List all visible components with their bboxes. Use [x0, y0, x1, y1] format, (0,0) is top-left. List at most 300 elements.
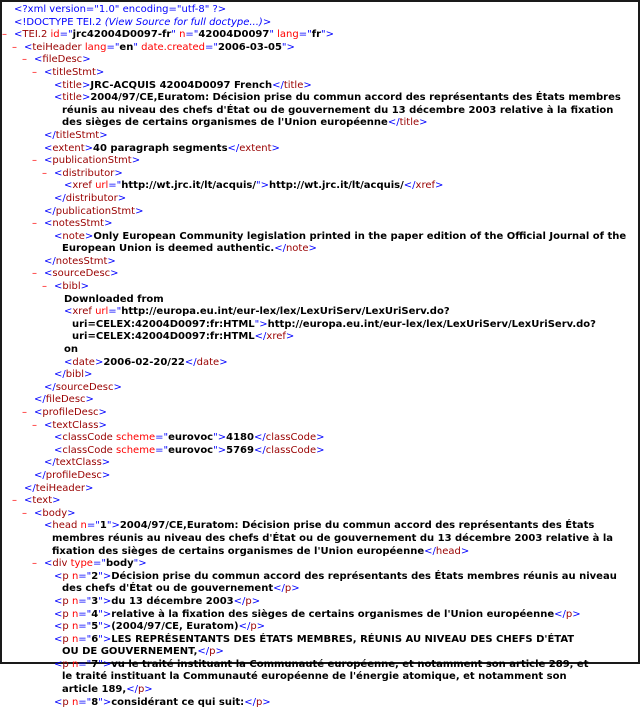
collapse-toggle-textclass[interactable]: –: [32, 419, 37, 431]
xml-attr-name: date.created: [141, 41, 205, 53]
xml-bracket: </: [197, 646, 210, 658]
xml-text: Only European Community legislation printed in the paper edition of the Official Journal of the European Union is deemed authentic.: [62, 230, 627, 255]
text-on: [6, 344, 636, 357]
xml-bracket: <: [54, 432, 63, 444]
node-xref-distributor: [6, 180, 636, 193]
xml-bracket: <: [44, 419, 53, 431]
xml-bracket: </: [184, 356, 197, 368]
xml-text: du 13 décembre 2003: [111, 595, 234, 607]
xml-bracket: </: [233, 595, 246, 607]
xml-bracket: <: [54, 621, 63, 633]
xml-bracket: >: [131, 155, 141, 167]
xml-attr-name: scheme: [116, 432, 156, 444]
xml-bracket: =": [108, 306, 122, 318]
node-teiheader-close: [6, 483, 636, 496]
xml-attr-name: type: [70, 558, 93, 570]
xml-bracket: =": [78, 595, 92, 607]
xml-bracket: =": [92, 558, 106, 570]
xml-bracket: ">: [254, 318, 268, 330]
xml-bracket: ">: [98, 595, 112, 607]
node-classcode-1: [6, 432, 636, 445]
xml-bracket: <: [24, 495, 33, 507]
xml-bracket: </: [44, 381, 56, 393]
paragraph-3: [6, 596, 636, 609]
xml-bracket: >: [114, 167, 123, 179]
xml-attr-value: 8: [91, 696, 99, 708]
xml-bracket: <: [44, 66, 53, 78]
xml-tag-name: xref: [72, 306, 92, 318]
collapse-toggle-sourcedesc[interactable]: –: [32, 268, 37, 280]
xml-bracket: ": [269, 29, 274, 41]
node-div: [6, 558, 636, 571]
xml-bracket: >: [460, 545, 470, 557]
xml-bracket: >: [219, 356, 228, 368]
xml-tag-name: textClass: [55, 457, 102, 469]
xml-tag-name: title: [399, 117, 420, 129]
xml-bracket: <: [44, 558, 53, 570]
xml-tag-name: publicationStmt: [52, 155, 132, 167]
xml-text: JRC-ACQUIS 42004D0097 French: [90, 79, 273, 91]
xml-bracket: =": [78, 570, 92, 582]
xml-tag-name: xref: [415, 180, 436, 192]
xml-bracket: <: [44, 155, 53, 167]
xml-bracket: ">: [281, 41, 295, 53]
node-titlestmt: [6, 67, 636, 80]
xml-bracket: >: [95, 66, 105, 78]
xml-bracket: =": [204, 41, 218, 53]
xml-tag-name: publicationStmt: [55, 205, 136, 217]
collapse-toggle-teiheader[interactable]: –: [12, 41, 17, 53]
xml-attr-value: 2006-03-05: [217, 41, 282, 53]
text-downloaded-from: [6, 294, 636, 307]
xml-attr-name: lang: [84, 41, 107, 53]
xml-bracket: >: [285, 331, 295, 343]
paragraph-6: [6, 634, 636, 659]
xml-text: http://europa.eu.int/eur-lex/lex/LexUriServ/LexUriServ.do?: [267, 318, 596, 330]
xml-bracket: </: [44, 129, 56, 141]
xml-attr-value: fr: [311, 29, 322, 41]
xml-bracket: <: [54, 92, 63, 104]
xml-bracket: >: [107, 255, 116, 267]
xml-text: http://wt.jrc.it/lt/acquis/: [269, 180, 404, 192]
xml-bracket: </: [44, 457, 56, 469]
xml-attr-value: 6: [91, 633, 99, 645]
xml-tag-name: teiHeader: [35, 482, 86, 494]
xml-tag-name: p: [250, 621, 257, 633]
xml-attr-value: 5: [91, 621, 99, 633]
xml-bracket: <: [54, 608, 63, 620]
xml-bracket: =": [78, 696, 92, 708]
xml-bracket: >: [80, 281, 90, 293]
xml-bracket: </: [253, 444, 266, 456]
xml-bracket: >: [256, 621, 266, 633]
xml-bracket: </: [126, 684, 138, 696]
xml-bracket: >: [144, 684, 153, 696]
xml-bracket: =": [86, 520, 100, 532]
xml-tag-name: p: [62, 570, 69, 582]
collapse-toggle-text[interactable]: –: [12, 495, 17, 507]
xml-tag-name: xref: [72, 180, 92, 192]
xml-tag-name: note: [62, 230, 85, 242]
xml-tag-name: body: [42, 507, 68, 519]
xml-attr-name: lang: [277, 29, 299, 41]
xml-tag-name: textClass: [52, 419, 99, 431]
xml-bracket: <: [54, 570, 63, 582]
xml-attr-name: n: [179, 29, 186, 41]
xml-bracket: >: [572, 608, 581, 620]
xml-bracket: ">: [98, 658, 112, 670]
xml-bracket: >: [84, 369, 93, 381]
xml-text: considérant ce qui suit:: [111, 696, 245, 708]
node-note: [6, 231, 636, 256]
xml-tag-name: sourceDesc: [55, 381, 114, 393]
xml-attr-name: id: [50, 29, 60, 41]
xml-attr-value: http://europa.eu.int/eur-lex/lex/LexUriServ/LexUriServ.do?: [121, 306, 450, 318]
xml-attr-name: url: [95, 306, 109, 318]
xml-bracket: </: [54, 192, 66, 204]
xml-text: vu le traité instituant la Communauté européenne, et notamment son article 289, et le traité instituant la Communauté européenne de l'énergie atomique, et notamment son article 189,: [62, 658, 589, 696]
xml-attr-name: url: [95, 180, 109, 192]
xml-bracket: ">: [256, 180, 270, 192]
xml-bracket: <: [54, 79, 63, 91]
xml-tag-name: xref: [266, 331, 286, 343]
node-filedesc-close: [6, 394, 636, 407]
paragraph-4: [6, 609, 636, 622]
xml-bracket: >: [135, 205, 144, 217]
xml-bracket: ": [133, 41, 138, 53]
node-profiledesc: [6, 407, 636, 420]
xml-bracket: >: [262, 696, 271, 708]
node-textclass-close: [6, 457, 636, 470]
xml-tag-name: extent: [239, 142, 272, 154]
xml-bracket: <: [44, 142, 53, 154]
xml-bracket: ">: [133, 558, 147, 570]
xml-bracket: <: [54, 595, 63, 607]
xml-bracket: >: [271, 142, 280, 154]
xml-text: 4180: [226, 432, 254, 444]
node-profiledesc-close: [6, 470, 636, 483]
xml-tag-name: sourceDesc: [52, 268, 111, 280]
paragraph-7: [6, 659, 636, 697]
xml-bracket: >: [94, 356, 104, 368]
xml-bracket: ">: [98, 570, 112, 582]
xml-attr-value: en: [119, 41, 134, 53]
xml-bracket: >: [101, 457, 111, 469]
xml-attr-value: eurovoc: [168, 444, 214, 456]
node-tei: [2, 29, 636, 42]
xml-bracket: ">: [321, 29, 334, 41]
xml-text: on: [64, 344, 78, 356]
node-publicationstmt-close: [6, 206, 636, 219]
node-bibl: [6, 281, 636, 294]
xml-tag-name: title: [62, 79, 82, 91]
xml-bracket: <: [54, 281, 63, 293]
xml-bracket: </: [254, 331, 267, 343]
xml-tag-name: p: [62, 608, 69, 620]
collapse-toggle-bibl[interactable]: –: [42, 281, 47, 293]
xml-bracket: >: [81, 92, 91, 104]
xml-attr-value: 42004D0097: [198, 29, 270, 41]
xml-text: relative à la fixation des sièges de certains organismes de l'Union européenne: [111, 608, 555, 620]
xml-tag-name: date: [72, 356, 95, 368]
xml-tag-name: title: [62, 92, 82, 104]
xml-attr-name: scheme: [116, 444, 156, 456]
xml-attr-name: n: [71, 570, 79, 582]
xml-bracket: <: [54, 633, 63, 645]
collapse-toggle-publicationstmt[interactable]: –: [32, 155, 37, 167]
xml-bracket: </: [227, 142, 240, 154]
xml-bracket: >: [84, 142, 94, 154]
collapse-toggle-distributor[interactable]: –: [42, 167, 47, 179]
xml-text: LES REPRÉSENTANTS DES ÉTATS MEMBRES, RÉUNIS AU NIVEAU DES CHEFS D'ÉTAT OU DE GOUVERNEMENT,: [62, 633, 575, 658]
xml-tag-name: text: [32, 495, 53, 507]
xml-attr-value: jrc42004D0097-fr: [72, 29, 172, 41]
xml-bracket: <: [54, 696, 63, 708]
collapse-toggle-notesstmt[interactable]: –: [32, 218, 37, 230]
xml-tag-name: TEI.2: [22, 29, 48, 41]
xml-attr-value: 1: [99, 520, 107, 532]
xml-bracket: </: [387, 117, 400, 129]
doctype-line: <!DOCTYPE TEI.2 (View Source for full doctype...)>: [14, 16, 272, 28]
xml-tag-name: titleStmt: [52, 66, 96, 78]
xml-tag-name: classCode: [265, 432, 317, 444]
xml-attr-name: n: [80, 520, 87, 532]
xml-tag-name: notesStmt: [55, 255, 108, 267]
node-distributor-close: [6, 193, 636, 206]
xml-bracket: >: [98, 407, 107, 418]
xml-bracket: </: [403, 180, 416, 192]
xml-tag-name: profileDesc: [42, 407, 99, 418]
node-classcode-2: [6, 445, 636, 458]
xml-bracket: =": [78, 633, 92, 645]
xml-bracket: >: [52, 495, 61, 507]
node-xref-source-end: [6, 331, 636, 344]
doctype-note: (View Source for full doctype...): [104, 16, 263, 28]
node-sourcedesc: [6, 268, 636, 281]
xml-bracket: =": [78, 621, 92, 633]
xml-tag-name: distributor: [62, 167, 115, 179]
xml-bracket: >: [85, 394, 94, 406]
xml-text: 2006-02-20/22: [103, 356, 185, 368]
xml-tag-name: extent: [52, 142, 85, 154]
xml-tag-name: p: [62, 658, 69, 670]
xml-attr-name: n: [71, 595, 79, 607]
xml-tag-name: classCode: [265, 444, 317, 456]
xml-tag-name: div: [52, 558, 68, 570]
xml-bracket: </: [44, 255, 56, 267]
xml-tag-name: p: [62, 595, 69, 607]
xml-bracket: <: [54, 658, 63, 670]
xml-text: uri=CELEX:42004D0097:fr:HTML: [72, 331, 255, 343]
node-body: [6, 508, 636, 521]
xml-tag-name: p: [245, 595, 252, 607]
xml-bracket: <: [44, 268, 53, 280]
xml-bracket: ">: [213, 444, 227, 456]
paragraph-8: [6, 697, 636, 709]
xml-bracket: </: [253, 432, 266, 444]
xml-tag-name: p: [62, 633, 69, 645]
xml-bracket: >: [104, 218, 113, 230]
collapse-toggle-div[interactable]: –: [32, 558, 37, 570]
node-bibl-close: [6, 369, 636, 382]
xml-tag-name: title: [283, 79, 304, 91]
xml-bracket: =": [59, 29, 73, 41]
collapse-toggle-profiledesc[interactable]: –: [22, 407, 27, 418]
node-filedesc: [6, 54, 636, 67]
xml-tag-name: teiHeader: [32, 41, 82, 53]
xml-text: Downloaded from: [64, 293, 164, 305]
xml-tag-name: fileDesc: [42, 54, 83, 66]
xml-tag-name: p: [62, 621, 69, 633]
xml-bracket: >: [291, 583, 300, 595]
xml-bracket: </: [34, 469, 46, 481]
xml-bracket: =": [155, 444, 169, 456]
xml-tag-name: p: [565, 608, 573, 620]
xml-tag-name: classCode: [62, 444, 113, 456]
xml-tag-name: bibl: [65, 369, 85, 381]
xml-bracket: </: [244, 696, 256, 708]
xml-bracket: >: [81, 79, 91, 91]
node-extent: [6, 143, 636, 156]
xml-tag-name: profileDesc: [45, 469, 102, 481]
xml-tag-name: p: [62, 696, 69, 708]
xml-attr-name: n: [71, 633, 79, 645]
xml-bracket: </: [44, 205, 56, 217]
xml-tag-name: p: [284, 583, 292, 595]
xml-bracket: <: [44, 520, 53, 532]
xml-bracket: <: [34, 54, 43, 66]
xml-attr-value: 3: [91, 595, 99, 607]
xml-tag-name: p: [137, 684, 145, 696]
xml-bracket: >: [99, 129, 108, 141]
collapse-toggle-tei[interactable]: –: [2, 29, 7, 41]
xml-bracket: <: [54, 230, 63, 242]
xml-bracket: >: [435, 180, 444, 192]
xml-text: Décision prise du commun accord des représentants des États membres réunis au niveau des chefs d'État ou de gouvernement: [62, 570, 617, 595]
xml-bracket: =": [298, 29, 312, 41]
node-textclass: [6, 420, 636, 433]
xml-attr-name: n: [71, 621, 79, 633]
xml-bracket: </: [238, 621, 251, 633]
xml-bracket: =": [155, 432, 169, 444]
xml-bracket: >: [101, 469, 111, 481]
xml-bracket: ">: [98, 608, 112, 620]
node-date: [6, 357, 636, 370]
xml-bracket: <: [64, 180, 73, 192]
xml-bracket: </: [34, 394, 46, 406]
xml-attr-value: 7: [91, 658, 99, 670]
xml-bracket: >: [113, 381, 122, 393]
node-xref-source: [6, 306, 636, 319]
node-head: [6, 520, 636, 558]
node-xref-source-cont: [6, 319, 636, 332]
xml-text: 2004/97/CE,Euratom: Décision prise du commun accord des représentants des États membres réunis au niveau des chefs d'État ou de gouvernement du 13 décembre 2003 relative à la fixation des sièges de certains organismes de l'Union européenne: [62, 92, 621, 129]
xml-tag-name: p: [255, 696, 263, 708]
xml-bracket: >: [110, 268, 119, 280]
xml-bracket: >: [98, 419, 107, 431]
xml-bracket: =": [78, 658, 92, 670]
xml-bracket: >: [419, 117, 428, 129]
xml-bracket: ">: [98, 633, 112, 645]
xml-bracket: </: [274, 243, 286, 255]
xml-bracket: <: [24, 41, 33, 53]
xml-bracket: >: [85, 482, 94, 494]
xml-bracket: </: [272, 79, 284, 91]
xml-bracket: ">: [106, 520, 120, 532]
xml-attr-value: http://wt.jrc.it/lt/acquis/: [121, 180, 257, 192]
xml-attr-name: n: [71, 658, 79, 670]
xml-bracket: >: [316, 432, 325, 444]
xml-bracket: <: [34, 507, 43, 519]
xml-tag-name: head: [52, 520, 78, 532]
xml-tag-name: head: [435, 545, 461, 557]
xml-tag-name: p: [209, 646, 216, 658]
xml-bracket: =": [185, 29, 199, 41]
xml-tag-name: notesStmt: [52, 218, 105, 230]
xml-text: (2004/97/CE, Euratom): [111, 621, 239, 633]
xml-bracket: <: [44, 218, 53, 230]
xml-bracket: ">: [98, 621, 112, 633]
xml-tag-name: distributor: [65, 192, 118, 204]
xml-bracket: >: [251, 595, 261, 607]
xml-attr-value: 4: [91, 608, 99, 620]
node-notesstmt: [6, 218, 636, 231]
xml-attr-value: eurovoc: [168, 432, 214, 444]
xml-bracket: <: [14, 29, 23, 41]
xml-bracket: <: [64, 306, 73, 318]
xml-bracket: >: [308, 243, 317, 255]
xml-tag-name: classCode: [62, 432, 113, 444]
xml-bracket: <: [34, 407, 43, 418]
xml-bracket: ">: [98, 696, 112, 708]
xml-bracket: </: [54, 369, 66, 381]
node-title-2: [6, 92, 636, 130]
node-text: [6, 495, 636, 508]
xml-tag-name: bibl: [62, 281, 81, 293]
xml-tag-name: titleStmt: [55, 129, 100, 141]
xml-bracket: =": [108, 180, 122, 192]
xml-bracket: >: [84, 230, 94, 242]
xml-tag-name: fileDesc: [45, 394, 86, 406]
xml-bracket: >: [67, 507, 76, 519]
collapse-toggle-filedesc[interactable]: –: [22, 54, 27, 66]
xml-bracket: >: [117, 192, 127, 204]
xml-bracket: <: [64, 356, 73, 368]
xml-text: 5769: [226, 444, 254, 456]
xml-bracket: </: [24, 482, 36, 494]
xml-tag-name: date: [196, 356, 220, 368]
node-sourcedesc-close: [6, 382, 636, 395]
xml-bracket: >: [215, 646, 224, 658]
node-publicationstmt: [6, 155, 636, 168]
node-teiheader: [6, 42, 636, 55]
xml-declaration: <?xml version="1.0" encoding="utf-8" ?>: [14, 4, 227, 15]
xml-bracket: ": [171, 29, 176, 41]
xml-attr-value: 2: [91, 570, 99, 582]
node-title-1: [6, 80, 636, 93]
xml-bracket: =": [106, 41, 120, 53]
xml-bracket: </: [273, 583, 285, 595]
xml-bracket: >: [303, 79, 312, 91]
xml-tag-name: note: [285, 243, 309, 255]
collapse-toggle-body[interactable]: –: [22, 507, 27, 519]
node-distributor: [6, 168, 636, 181]
xml-attr-name: n: [71, 608, 79, 620]
xml-bracket: >: [316, 444, 325, 456]
collapse-toggle-titlestmt[interactable]: –: [32, 66, 37, 78]
paragraph-2: [6, 571, 636, 596]
paragraph-5: [6, 621, 636, 634]
